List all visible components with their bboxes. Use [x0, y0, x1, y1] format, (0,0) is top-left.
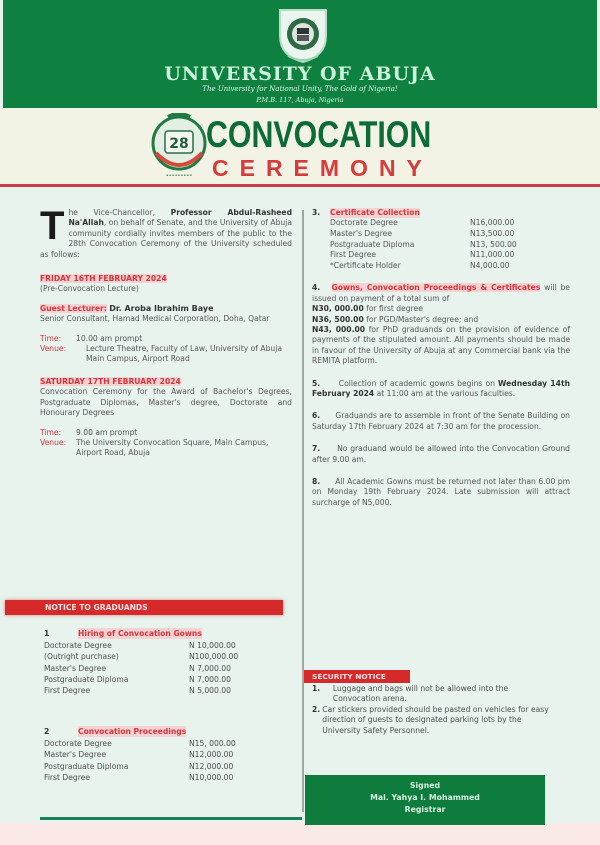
- fee-row: Master's Degree N13,500.00: [330, 229, 515, 238]
- item-5-gown-collection: 5. Collection of academic gowns begins on Wednesday 14th February 2024 at 11:00 am at the various faculties.: [312, 378, 570, 399]
- friday-time: Time: 10.00 am prompt: [40, 333, 143, 343]
- fee-row: (Outright purchase) N100,000.00: [44, 652, 239, 662]
- friday-subtitle: (Pre-Convocation Lecture): [40, 284, 139, 294]
- university-motto: The University for National Unity, The Gold of Nigeria!: [202, 85, 398, 93]
- gown-hiring-fees: 1 Hiring of Convocation Gowns Doctorate Degree N 10,000.00 (Outright purchase) N100,000.00 Master's Degree N 7,000.00 Postgraduate Diploma N 7,000.00 First Degree N 5,000.00: [44, 628, 284, 696]
- svg-text:•••••••••: •••••••••: [165, 173, 193, 179]
- fee-row: Doctorate Degree N 10,000.00: [44, 641, 236, 651]
- fee-row: Postgraduate Diploma N12,000.00: [44, 761, 234, 771]
- intro-paragraph: The Vice-Chancellor, Professor Abdul-Rasheed Na'Allah, on behalf of Senate, and the University of Abuja community cordially invites members of the public to the 28th Convocation Ceremony of the University scheduled as follows:: [40, 204, 292, 259]
- registrar-name: Mal. Yahya I. Mohammed: [370, 793, 480, 802]
- university-header: [3, 0, 597, 108]
- university-address: P.M.B. 117, Abuja, Nigeria: [256, 96, 344, 104]
- fee-row: First Degree N 5,000.00: [44, 686, 231, 696]
- left-column: [40, 204, 292, 459]
- security-notice-banner: SECURITY NOTICE: [304, 670, 410, 683]
- title-band: [0, 108, 600, 188]
- gown-hiring-title: Hiring of Convocation Gowns: [78, 629, 202, 638]
- registrar-title: Registrar: [404, 805, 446, 814]
- convocation-proceedings-fees: 2 Convocation Proceedings Doctorate Degree N15, 000.00 Master's Degree N12,000.00 Postgraduate Diploma N12,000.00 First Degree N10,000.00: [44, 726, 284, 783]
- fee-row: First Degree N10,000.00: [44, 772, 234, 782]
- guest-lecturer-title: Senior Consultant, Hamad Medical Corporation, Doha, Qatar: [40, 314, 270, 324]
- friday-venue: Venue: Lecture Theatre, Faculty of Law, University of Abuja Main Campus, Airport Road: [40, 344, 282, 364]
- fee-row: Postgraduate Diploma N13, 500.00: [330, 239, 517, 249]
- university-crest-icon: [270, 6, 336, 64]
- saturday-time: Time: 9.00 am prompt: [40, 427, 138, 437]
- guest-lecturer-name: Dr. Aroba Ibrahim Baye: [109, 303, 214, 313]
- ceremony-title: CEREMONY: [212, 155, 433, 181]
- security-notice-list: [312, 684, 552, 736]
- security-item: 2. Car stickers provided should be pasted on vehicles for easy direction of guests to designated parking lots by the University Safety Personnel.: [312, 704, 549, 735]
- bottom-band: [0, 823, 600, 845]
- fee-row: First Degree N11,000.00: [330, 250, 515, 260]
- fee-row: *Certificate Holder N4,000.00: [330, 260, 510, 270]
- right-column: [312, 208, 570, 508]
- fee-row: Master's Degree N 7,000.00: [44, 663, 231, 673]
- convocation-title: CONVOCATION: [206, 114, 432, 155]
- signature-box: [305, 775, 545, 825]
- title-divider: [0, 184, 600, 187]
- guest-lecturer-label: Guest Lecturer:: [40, 303, 107, 313]
- 28th-convocation-logo-icon: [148, 113, 210, 179]
- notice-to-graduands-banner: NOTICE TO GRADUANDS: [5, 600, 283, 615]
- friday-date: FRIDAY 16TH FEBRUARY 2024: [40, 274, 167, 284]
- fee-row: Master's Degree N12,000.00: [44, 750, 234, 760]
- green-divider: [40, 817, 302, 820]
- saturday-section: [40, 377, 292, 459]
- saturday-venue: Venue: The University Convocation Square, Main Campus, Airport Road, Abuja: [40, 437, 269, 458]
- dropcap: T: [40, 204, 65, 248]
- saturday-description: Convocation Ceremony for the Award of Bachelor's Degrees, Postgraduate Diplomas, Master's degree, Doctorate and Honourary Degrees: [40, 387, 292, 418]
- fee-row: Postgraduate Diploma N 7,000.00: [44, 674, 231, 684]
- saturday-date: SATURDAY 17TH FEBRUARY 2024: [40, 376, 181, 386]
- fee-row: Doctorate Degree N15, 000.00: [44, 739, 236, 749]
- svg-text:28: 28: [169, 136, 189, 152]
- item-7-late-entry: 7. No graduand would be allowed into the Convocation Ground after 9.00 am.: [312, 444, 571, 464]
- university-name: UNIVERSITY OF ABUJA: [164, 63, 436, 85]
- convocation-proceedings-title: Convocation Proceedings: [78, 727, 187, 736]
- item-8-gown-return: 8. All Academic Gowns must be returned not later than 6.00 pm on Monday 19th February 2024. Late submission will attract surcharge of N5,000.: [312, 477, 571, 507]
- item-4-total-payment: 4. Gowns, Convocation Proceedings & Certificates will be issued on payment of a total sum of N30, 000.00 for first degree N36, 500.00 for PGD/Master's degree; and N43, 000.00 for PhD graduands on the provision of evidence of payments of the stipulated amount. All payments should be made in favour of the University of Abuja at any Commercial bank via the REMITA platform.: [312, 283, 570, 366]
- item-6-assembly: 6. Graduands are to assemble in front of the Senate Building on Saturday 17th February 2024 at 7:30 am for the procession.: [312, 411, 570, 431]
- certificate-collection-title: Certificate Collection: [330, 208, 420, 217]
- column-divider: [302, 210, 304, 812]
- fee-row: Doctorate Degree N16,000.00: [330, 218, 515, 228]
- security-item: 1. Luggage and bags will not be allowed into the Convocation arena.: [312, 684, 509, 704]
- certificate-collection-fees: 3. Certificate Collection Doctorate Degree N16,000.00 Master's Degree N13,500.00 Postgraduate Diploma N13, 500.00 First Degree N11,000.00 *Certificate Holder N4,000.00: [312, 208, 570, 271]
- vice-chancellor-name: Professor Abdul-Rasheed Na'Allah: [68, 208, 292, 228]
- signed-label: Signed: [409, 781, 441, 790]
- friday-section: [40, 274, 292, 365]
